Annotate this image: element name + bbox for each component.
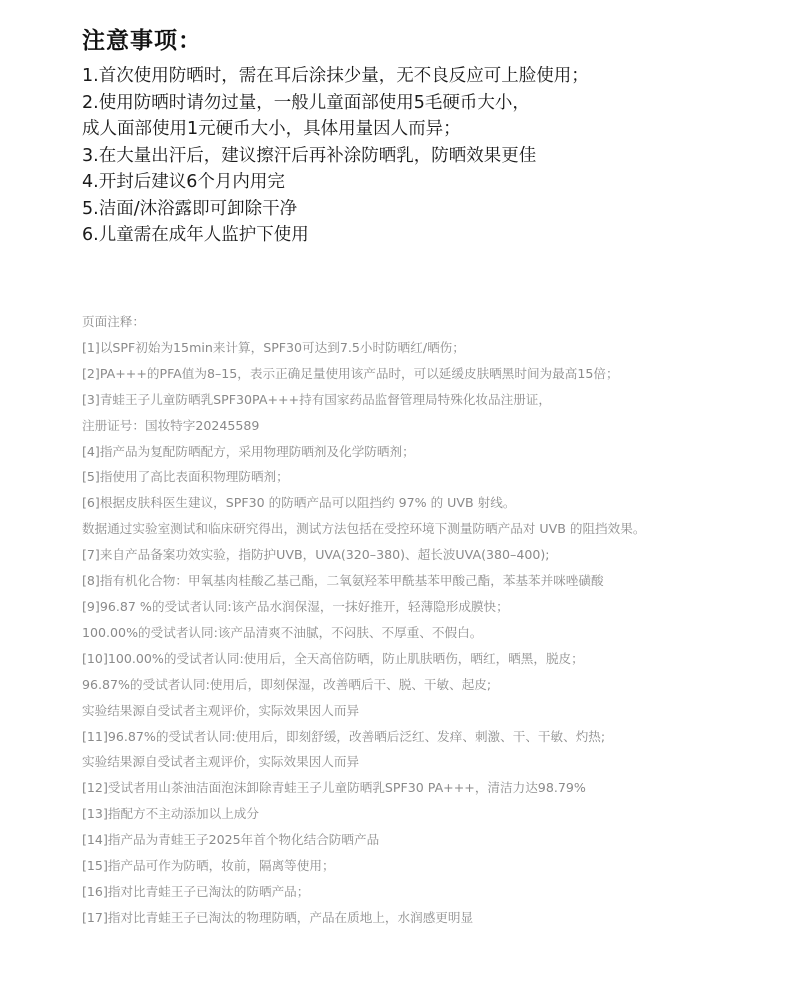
footnotes-section bbox=[82, 309, 782, 931]
notice-item: 2.使用防晒时请勿过量，一般儿童面部使用5毛硬币大小， bbox=[82, 92, 530, 113]
footnote-line: [15]指产品可作为防晒，妆前，隔离等使用； bbox=[82, 858, 335, 874]
footnote-line: [3]青蛙王子儿童防晒乳SPF30PA+++持有国家药品监督管理局特殊化妆品注册证， bbox=[82, 391, 551, 407]
footnote-line: [4]指产品为复配防晒配方，采用物理防晒剂及化学防晒剂； bbox=[82, 443, 415, 459]
footnote-line: 注册证号：国妆特字20245589 bbox=[82, 417, 260, 433]
notice-item: 5.洁面/沐浴露即可卸除干净 bbox=[82, 198, 298, 219]
footnote-line: 96.87%的受试者认同:使用后，即刻保湿，改善晒后干、脱、干敏、起皮; bbox=[82, 676, 492, 692]
footnote-line: [8]指有机化合物：甲氧基肉桂酸乙基己酯，二氧氨羟苯甲酰基苯甲酸己酯，苯基苯并咪唑磺酸 bbox=[82, 573, 604, 589]
footnote-line: 实验结果源自受试者主观评价，实际效果因人而异 bbox=[82, 702, 360, 718]
footnote-line: 实验结果源自受试者主观评价，实际效果因人而异 bbox=[82, 754, 360, 770]
notice-item: 1.首次使用防晒时，需在耳后涂抹少量，无不良反应可上脸使用； bbox=[82, 66, 589, 86]
footnote-line: [2]PA+++的PFA值为8–15，表示正确足量使用该产品时，可以延缓皮肤晒黑时间为最高15倍； bbox=[82, 365, 619, 381]
footnotes-heading: 页面注释： bbox=[82, 314, 145, 329]
notice-item: 4.开封后建议6个月内用完 bbox=[82, 172, 285, 192]
footnote-line: 数据通过实验室测试和临床研究得出，测试方法包括在受控环境下测量防晒产品对 UVB 的阻挡效果。 bbox=[82, 521, 646, 537]
footnote-line: [12]受试者用山茶油洁面泡沫卸除青蛙王子儿童防晒乳SPF30 PA+++，清洁力达98.79% bbox=[82, 780, 586, 796]
footnote-line: [17]指对比青蛙王子已淘汰的物理防晒，产品在质地上，水润感更明显 bbox=[82, 909, 474, 925]
footnote-line: [7]来自产品备案功效实验，指防护UVB，UVA(320–380)、超长波UVA(380–400); bbox=[82, 547, 550, 563]
footnote-line: [14]指产品为青蛙王子2025年首个物化结合防晒产品 bbox=[82, 832, 380, 848]
footnote-line: [13]指配方不主动添加以上成分 bbox=[82, 806, 259, 822]
footnote-line: [16]指对比青蛙王子已淘汰的防晒产品； bbox=[82, 883, 310, 899]
notice-item: 3.在大量出汗后，建议擦汗后再补涂防晒乳，防晒效果更佳 bbox=[82, 145, 537, 166]
notice-title: 注意事项： bbox=[82, 28, 202, 54]
notice-list bbox=[82, 63, 772, 249]
footnote-line: [6]根据皮肤科医生建议，SPF30 的防晒产品可以阻挡约 97% 的 UVB 射线。 bbox=[82, 495, 516, 511]
notice-item: 成人面部使用1元硬币大小，具体用量因人而异； bbox=[82, 119, 461, 139]
footnote-line: 100.00%的受试者认同:该产品清爽不油腻，不闷肤、不厚重、不假白。 bbox=[82, 624, 483, 640]
notice-item: 6.儿童需在成年人监护下使用 bbox=[82, 225, 309, 245]
footnote-line: [11]96.87%的受试者认同:使用后，即刻舒缓，改善晒后泛红、发痒、刺激、干、干敏、灼热; bbox=[82, 728, 606, 744]
footnote-line: [1]以SPF初始为15min来计算，SPF30可达到7.5小时防晒红/晒伤； bbox=[82, 339, 465, 355]
footnote-line: [5]指使用了高比表面积物理防晒剂； bbox=[82, 469, 289, 485]
footnote-line: [10]100.00%的受试者认同:使用后，全天高倍防晒，防止肌肤晒伤，晒红，晒黑，脱皮； bbox=[82, 650, 584, 666]
footnote-line: [9]96.87 %的受试者认同:该产品水润保湿，一抹好推开，轻薄隐形成膜快； bbox=[82, 598, 509, 614]
